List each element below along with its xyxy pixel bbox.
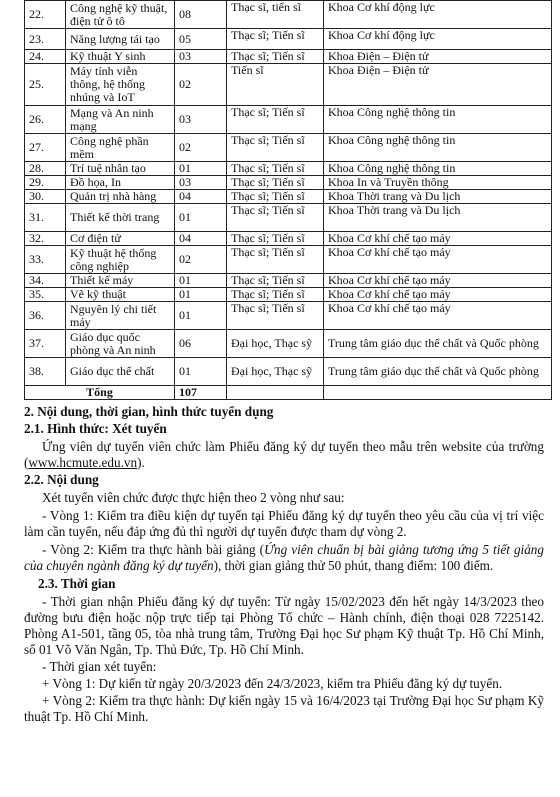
department-cell: Khoa Cơ khí động lực xyxy=(324,29,552,50)
row-number-cell: 24. xyxy=(25,50,66,64)
table-row xyxy=(25,232,552,246)
field-name-cell: Kỹ thuật Y sinh xyxy=(66,50,175,64)
paragraph-2-1: Ứng viên dự tuyển viên chức làm Phiếu đăng ký dự tuyển theo mẫu trên website của trường (www.hcmute.edu.vn). xyxy=(24,439,544,470)
table-row xyxy=(25,64,552,106)
row-number-cell: 26. xyxy=(25,106,66,134)
round-1-text: - Vòng 1: Kiểm tra điều kiện dự tuyển tại Phiếu đăng ký dự tuyển theo yêu cầu của vị trí việc làm cần tuyển, nếu đáp ứng đủ thì người dự tuyển được tham dự vòng 2. xyxy=(24,508,544,539)
quantity-cell: 02 xyxy=(175,246,227,274)
field-name-cell: Đồ họa, In xyxy=(66,176,175,190)
qualification-cell: Thạc sĩ; Tiến sĩ xyxy=(227,190,324,204)
table-row xyxy=(25,330,552,358)
field-name-cell: Năng lượng tái tạo xyxy=(66,29,175,50)
recruitment-table xyxy=(24,0,552,400)
quantity-cell: 02 xyxy=(175,64,227,106)
table-row xyxy=(25,29,552,50)
heading-2-3: 2.3. Thời gian xyxy=(38,576,116,591)
qualification-cell: Thạc sĩ; Tiến sĩ xyxy=(227,288,324,302)
qualification-cell: Tiến sĩ xyxy=(227,64,324,106)
department-cell: Trung tâm giáo dục thể chất và Quốc phòng xyxy=(324,330,552,358)
field-name-cell: Nguyên lý chi tiết máy xyxy=(66,302,175,330)
qualification-cell: Đại học, Thạc sỹ xyxy=(227,358,324,386)
total-row xyxy=(25,386,552,400)
qualification-cell: Thạc sĩ, tiến sĩ xyxy=(227,1,324,29)
heading-2-1: 2.1. Hình thức: Xét tuyển xyxy=(24,421,167,436)
content-section xyxy=(24,404,544,725)
qualification-cell: Thạc sĩ; Tiến sĩ xyxy=(227,134,324,162)
total-empty-cell xyxy=(324,386,552,400)
paragraph-2-3-schedule: - Thời gian xét tuyển: xyxy=(42,659,157,674)
table-row xyxy=(25,358,552,386)
quantity-cell: 02 xyxy=(175,134,227,162)
field-name-cell: Công nghệ phần mềm xyxy=(66,134,175,162)
qualification-cell: Thạc sĩ; Tiến sĩ xyxy=(227,29,324,50)
row-number-cell: 35. xyxy=(25,288,66,302)
qualification-cell: Thạc sĩ; Tiến sĩ xyxy=(227,162,324,176)
quantity-cell: 04 xyxy=(175,190,227,204)
table-body xyxy=(25,1,552,400)
table-row xyxy=(25,134,552,162)
field-name-cell: Vẽ kỹ thuật xyxy=(66,288,175,302)
row-number-cell: 38. xyxy=(25,358,66,386)
table-row xyxy=(25,106,552,134)
quantity-cell: 01 xyxy=(175,204,227,232)
heading-section-2: 2. Nội dung, thời gian, hình thức tuyển dụng xyxy=(24,404,274,419)
qualification-cell: Thạc sĩ; Tiến sĩ xyxy=(227,176,324,190)
row-number-cell: 22. xyxy=(25,1,66,29)
total-value: 107 xyxy=(175,386,227,400)
table-row xyxy=(25,162,552,176)
paragraph-2-3-receive: - Thời gian nhận Phiếu đăng ký dự tuyển: Từ ngày 15/02/2023 đến hết ngày 14/3/2023 theo đường bưu điện hoặc nộp trực tiếp tại Phòng Tổ chức – Hành chính, điện thoại 028 7225142. Phòng A1-501, tầng 05, tòa nhà trung tâm, Trường Đại học Sư phạm Kỹ thuật Tp. Hồ Chí Minh, số 01 Võ Văn Ngân, Tp. Thủ Đức, Tp. Hồ Chí Minh. xyxy=(24,594,544,657)
department-cell: Khoa Thời trang và Du lịch xyxy=(324,190,552,204)
quantity-cell: 05 xyxy=(175,29,227,50)
quantity-cell: 04 xyxy=(175,232,227,246)
qualification-cell: Thạc sĩ; Tiến sĩ xyxy=(227,302,324,330)
quantity-cell: 01 xyxy=(175,162,227,176)
field-name-cell: Cơ điện tử xyxy=(66,232,175,246)
department-cell: Trung tâm giáo dục thể chất và Quốc phòng xyxy=(324,358,552,386)
heading-2-2: 2.2. Nội dung xyxy=(24,472,99,487)
department-cell: Khoa Điện – Điện tử xyxy=(324,50,552,64)
table-row xyxy=(25,176,552,190)
quantity-cell: 03 xyxy=(175,176,227,190)
table-row xyxy=(25,190,552,204)
department-cell: Khoa Công nghệ thông tin xyxy=(324,134,552,162)
row-number-cell: 28. xyxy=(25,162,66,176)
row-number-cell: 33. xyxy=(25,246,66,274)
table-row xyxy=(25,50,552,64)
department-cell: Khoa Cơ khí chế tạo máy xyxy=(324,302,552,330)
table-row xyxy=(25,274,552,288)
department-cell: Khoa Cơ khí chế tạo máy xyxy=(324,288,552,302)
paragraph-2-2: Xét tuyển viên chức được thực hiện theo 2 vòng như sau: xyxy=(42,490,345,505)
field-name-cell: Máy tính viễn thông, hệ thống nhúng và IoT xyxy=(66,64,175,106)
table-row xyxy=(25,288,552,302)
department-cell: Khoa Công nghệ thông tin xyxy=(324,162,552,176)
quantity-cell: 01 xyxy=(175,274,227,288)
row-number-cell: 25. xyxy=(25,64,66,106)
quantity-cell: 08 xyxy=(175,1,227,29)
qualification-cell: Thạc sĩ; Tiến sĩ xyxy=(227,246,324,274)
table-row xyxy=(25,1,552,29)
quantity-cell: 03 xyxy=(175,106,227,134)
field-name-cell: Công nghệ kỹ thuật, điện tử ô tô xyxy=(66,1,175,29)
quantity-cell: 03 xyxy=(175,50,227,64)
table-row xyxy=(25,302,552,330)
row-number-cell: 34. xyxy=(25,274,66,288)
schedule-round-2: + Vòng 2: Kiểm tra thực hành: Dự kiến ngày 15 và 16/4/2023 tại Trường Đại học Sư phạm Kỹ thuật Tp. Hồ Chí Minh. xyxy=(24,693,544,724)
department-cell: Khoa Cơ khí động lực xyxy=(324,1,552,29)
website-link[interactable]: www.hcmute.edu.vn xyxy=(28,455,138,470)
qualification-cell: Thạc sĩ; Tiến sĩ xyxy=(227,204,324,232)
field-name-cell: Giáo dục quốc phòng và An ninh xyxy=(66,330,175,358)
quantity-cell: 06 xyxy=(175,330,227,358)
field-name-cell: Quản trị nhà hàng xyxy=(66,190,175,204)
round-2-text: - Vòng 2: Kiểm tra thực hành bài giảng (Ứng viên chuẩn bị bài giảng tương ứng 5 tiết giảng của chuyên ngành đăng ký dự tuyển), thời gian giảng thử 50 phút, thang điểm: 100 điểm. xyxy=(24,542,544,573)
field-name-cell: Kỹ thuật hệ thống công nghiệp xyxy=(66,246,175,274)
schedule-round-1: + Vòng 1: Dự kiến từ ngày 20/3/2023 đến 24/3/2023, kiểm tra Phiếu đăng ký dự tuyển. xyxy=(42,676,503,691)
qualification-cell: Thạc sĩ; Tiến sĩ xyxy=(227,232,324,246)
quantity-cell: 01 xyxy=(175,302,227,330)
qualification-cell: Thạc sĩ; Tiến sĩ xyxy=(227,106,324,134)
row-number-cell: 29. xyxy=(25,176,66,190)
department-cell: Khoa Cơ khí chế tạo máy xyxy=(324,274,552,288)
department-cell: Khoa Cơ khí chế tạo máy xyxy=(324,246,552,274)
field-name-cell: Giáo dục thể chất xyxy=(66,358,175,386)
department-cell: Khoa Thời trang và Du lịch xyxy=(324,204,552,232)
department-cell: Khoa Điện – Điện tử xyxy=(324,64,552,106)
row-number-cell: 36. xyxy=(25,302,66,330)
row-number-cell: 30. xyxy=(25,190,66,204)
table-row xyxy=(25,204,552,232)
row-number-cell: 23. xyxy=(25,29,66,50)
row-number-cell: 31. xyxy=(25,204,66,232)
qualification-cell: Đại học, Thạc sỹ xyxy=(227,330,324,358)
row-number-cell: 27. xyxy=(25,134,66,162)
field-name-cell: Thiết kế thời trang xyxy=(66,204,175,232)
department-cell: Khoa In và Truyền thông xyxy=(324,176,552,190)
field-name-cell: Trí tuệ nhân tạo xyxy=(66,162,175,176)
total-empty-cell xyxy=(227,386,324,400)
field-name-cell: Thiết kế máy xyxy=(66,274,175,288)
table-row xyxy=(25,246,552,274)
row-number-cell: 32. xyxy=(25,232,66,246)
quantity-cell: 01 xyxy=(175,358,227,386)
department-cell: Khoa Công nghệ thông tin xyxy=(324,106,552,134)
field-name-cell: Mạng và An ninh mạng xyxy=(66,106,175,134)
qualification-cell: Thạc sĩ; Tiến sĩ xyxy=(227,274,324,288)
department-cell: Khoa Cơ khí chế tạo máy xyxy=(324,232,552,246)
row-number-cell: 37. xyxy=(25,330,66,358)
qualification-cell: Thạc sĩ; Tiến sĩ xyxy=(227,50,324,64)
quantity-cell: 01 xyxy=(175,288,227,302)
total-label: Tổng xyxy=(25,386,175,400)
